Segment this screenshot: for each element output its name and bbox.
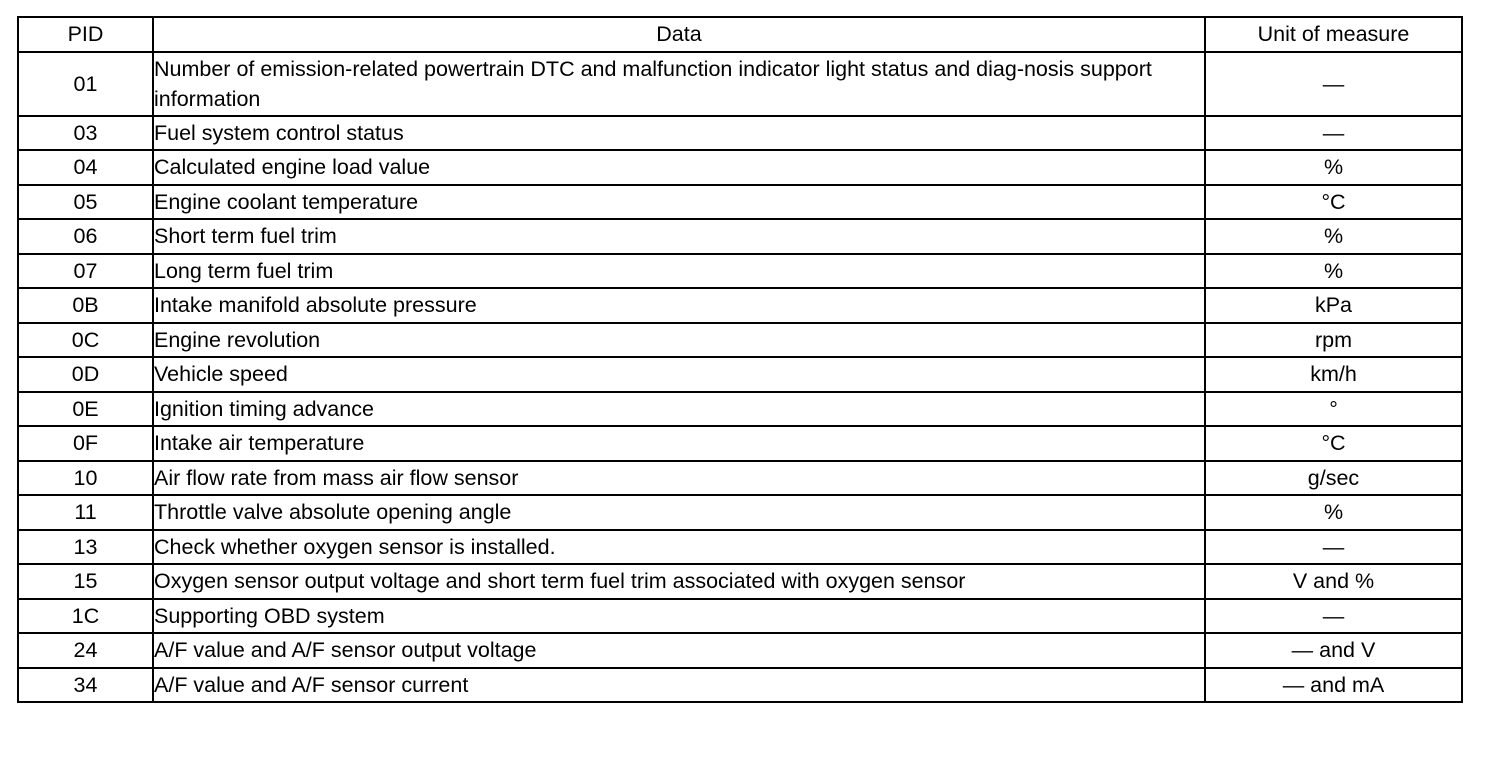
data-cell: A/F value and A/F sensor current	[153, 668, 1205, 703]
data-cell: Check whether oxygen sensor is installed.	[153, 530, 1205, 565]
data-cell: A/F value and A/F sensor output voltage	[153, 633, 1205, 668]
header-row	[18, 17, 1462, 52]
table-row	[18, 461, 1462, 496]
data-cell: Long term fuel trim	[153, 254, 1205, 289]
unit-cell: g/sec	[1205, 461, 1462, 496]
unit-cell: —	[1205, 599, 1462, 634]
pid-cell: 24	[18, 633, 153, 668]
table-row	[18, 150, 1462, 185]
pid-cell: 05	[18, 185, 153, 220]
table-row	[18, 357, 1462, 392]
table-row	[18, 219, 1462, 254]
data-cell: Engine revolution	[153, 323, 1205, 358]
table-row	[18, 254, 1462, 289]
table-row	[18, 426, 1462, 461]
pid-cell: 0B	[18, 288, 153, 323]
pid-cell: 0D	[18, 357, 153, 392]
table-row	[18, 495, 1462, 530]
unit-cell: —	[1205, 116, 1462, 151]
pid-cell: 07	[18, 254, 153, 289]
pid-cell: 03	[18, 116, 153, 151]
header-data: Data	[153, 17, 1205, 52]
unit-cell: %	[1205, 219, 1462, 254]
pid-cell: 04	[18, 150, 153, 185]
data-cell: Throttle valve absolute opening angle	[153, 495, 1205, 530]
unit-cell: kPa	[1205, 288, 1462, 323]
unit-cell: °C	[1205, 426, 1462, 461]
unit-cell: °C	[1205, 185, 1462, 220]
header-unit: Unit of measure	[1205, 17, 1462, 52]
data-cell: Oxygen sensor output voltage and short term fuel trim associated with oxygen sensor	[153, 564, 1205, 599]
table-header	[18, 17, 1462, 52]
table-row	[18, 668, 1462, 703]
table-row	[18, 323, 1462, 358]
data-cell: Intake air temperature	[153, 426, 1205, 461]
pid-cell: 01	[18, 52, 153, 116]
data-cell: Ignition timing advance	[153, 392, 1205, 427]
unit-cell: %	[1205, 254, 1462, 289]
table-body	[18, 52, 1462, 703]
pid-data-table	[17, 16, 1463, 703]
data-cell: Supporting OBD system	[153, 599, 1205, 634]
data-cell: Intake manifold absolute pressure	[153, 288, 1205, 323]
unit-cell: °	[1205, 392, 1462, 427]
data-cell: Engine coolant temperature	[153, 185, 1205, 220]
unit-cell: %	[1205, 495, 1462, 530]
pid-cell: 0F	[18, 426, 153, 461]
table-row	[18, 530, 1462, 565]
unit-cell: rpm	[1205, 323, 1462, 358]
pid-cell: 13	[18, 530, 153, 565]
table-row	[18, 564, 1462, 599]
table-row	[18, 116, 1462, 151]
pid-cell: 0C	[18, 323, 153, 358]
pid-cell: 0E	[18, 392, 153, 427]
unit-cell: — and mA	[1205, 668, 1462, 703]
unit-cell: — and V	[1205, 633, 1462, 668]
table-row	[18, 633, 1462, 668]
table-row	[18, 599, 1462, 634]
unit-cell: %	[1205, 150, 1462, 185]
unit-cell: —	[1205, 52, 1462, 116]
pid-cell: 06	[18, 219, 153, 254]
table-row	[18, 392, 1462, 427]
header-pid: PID	[18, 17, 153, 52]
table-row	[18, 288, 1462, 323]
pid-cell: 1C	[18, 599, 153, 634]
pid-cell: 11	[18, 495, 153, 530]
unit-cell: km/h	[1205, 357, 1462, 392]
data-cell: Fuel system control status	[153, 116, 1205, 151]
table-row	[18, 185, 1462, 220]
table-row	[18, 52, 1462, 116]
pid-cell: 34	[18, 668, 153, 703]
pid-cell: 10	[18, 461, 153, 496]
data-cell: Number of emission-related powertrain DTC and malfunction indicator light status and diag-nosis support information	[153, 52, 1205, 116]
pid-cell: 15	[18, 564, 153, 599]
unit-cell: V and %	[1205, 564, 1462, 599]
data-cell: Short term fuel trim	[153, 219, 1205, 254]
unit-cell: —	[1205, 530, 1462, 565]
data-cell: Calculated engine load value	[153, 150, 1205, 185]
data-cell: Vehicle speed	[153, 357, 1205, 392]
data-cell: Air flow rate from mass air flow sensor	[153, 461, 1205, 496]
